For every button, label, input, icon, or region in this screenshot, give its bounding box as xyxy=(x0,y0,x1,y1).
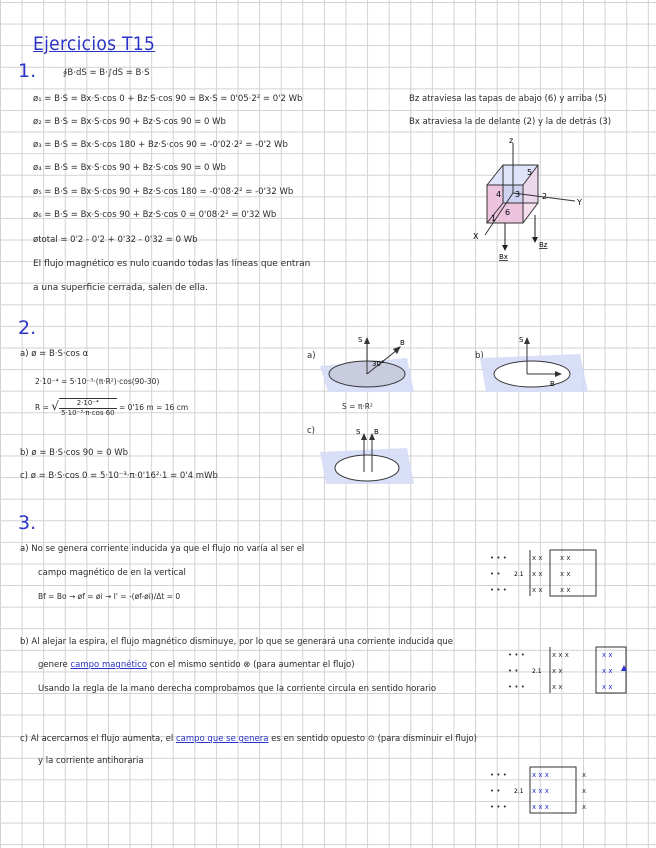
ex1-line-2: ø₂ = B·S = Bx·S·cos 90 + Bz·S·cos 90 = 0 Wb xyxy=(33,117,226,127)
ex1-total: øtotal = 0'2 - 0'2 + 0'32 - 0'32 = 0 Wb xyxy=(33,235,198,245)
ex2-fig-a-angle: 30° xyxy=(372,360,385,368)
svg-text:x x: x x xyxy=(602,667,613,675)
svg-text:x: x xyxy=(582,787,587,795)
ex3-b-line-2-blue: campo magnético xyxy=(70,660,148,670)
svg-text:x x x: x x x xyxy=(552,651,569,659)
ex3-diagram-a-label: 2.1 xyxy=(514,571,524,578)
ex2-fig-a-label: a) xyxy=(307,351,316,361)
svg-text:• • •: • • • xyxy=(508,683,525,691)
ex3-b-line-2 xyxy=(38,659,355,671)
cube-face-6: 6 xyxy=(505,208,511,217)
svg-text:• • •: • • • xyxy=(490,554,507,562)
ex2-surface-formula: S = π·R² xyxy=(342,402,373,411)
ex2-fig-b xyxy=(472,336,592,396)
ex2-fig-c-b: B xyxy=(374,428,379,436)
ex3-diagram-a xyxy=(490,548,610,598)
cube-axis-x: X xyxy=(473,232,479,241)
svg-text:• •: • • xyxy=(508,667,519,675)
cube-face-1: 1 xyxy=(491,214,497,223)
ex2-a-r-prefix: R = xyxy=(35,403,49,412)
svg-text:x x: x x xyxy=(560,554,571,562)
ex2-a-r: R = √ $\frac{\text{2·10⁻⁴}}{\text{5·10⁻³·π·cos 60}}$ = 0'16 m = 16 cm xyxy=(35,399,189,417)
ex3-c-line-2: y la corriente antihoraria xyxy=(38,756,144,766)
svg-text:• • •: • • • xyxy=(490,771,507,779)
svg-text:x x x: x x x xyxy=(532,787,549,795)
ex2-fig-c xyxy=(312,430,422,490)
ex3-diagram-c xyxy=(490,765,610,815)
ex1-line-5: ø₅ = B·S = Bx·S·cos 90 + Bz·S·cos 180 = -0'08·2² = -0'32 Wb xyxy=(33,187,294,197)
ex3-a-line-1: a) No se genera corriente inducida ya que el flujo no varía al ser el xyxy=(20,544,305,554)
ex3-b-line-3: Usando la regla de la mano derecha comprobamos que la corriente circula en sentido horario xyxy=(38,684,437,694)
ex3-diagram-c-label: 2.1 xyxy=(514,788,524,795)
ex1-line-6: ø₆ = B·S = Bx·S·cos 90 + Bz·S·cos 0 = 0'08·2² = 0'32 Wb xyxy=(33,210,277,220)
ex3-diagram-b xyxy=(508,645,628,695)
svg-text:x x: x x xyxy=(602,651,613,659)
ex3-c-line-1-post: es en sentido opuesto ⊙ (para disminuir el flujo) xyxy=(271,734,477,744)
svg-text:• • •: • • • xyxy=(508,651,525,659)
ex2-fig-c-label: c) xyxy=(307,426,315,436)
ex2-a-r-result: = 0'16 m = 16 cm xyxy=(119,403,189,412)
cube-face-5: 5 xyxy=(527,168,533,177)
ex2-fig-a xyxy=(312,336,422,396)
svg-text:• • •: • • • xyxy=(490,803,507,811)
svg-text:x x: x x xyxy=(602,683,613,691)
page-title: Ejercicios T15 xyxy=(33,33,156,55)
ex2-a-r-numerator: 2·10⁻⁴ xyxy=(59,399,117,409)
ex2-fig-b-label: b) xyxy=(475,351,484,361)
ex2-c-line: c) ø = B·S·cos 0 = 5·10⁻³·π·0'16²·1 = 0'4 mWb xyxy=(20,471,218,481)
ex1-line-3: ø₃ = B·S = Bx·S·cos 180 + Bz·S·cos 90 = -0'02·2² = -0'2 Wb xyxy=(33,140,288,150)
exercise-1-number: 1. xyxy=(18,60,37,82)
cube-face-4: 4 xyxy=(496,190,502,199)
ex3-c-line-1-blue: campo que se genera xyxy=(175,734,269,744)
svg-text:• •: • • xyxy=(490,787,501,795)
ex2-a-line-1: a) ø = B·S·cos α xyxy=(20,349,89,359)
ex2-fig-b-s: S xyxy=(519,336,524,344)
ex2-fig-b-b: B xyxy=(550,380,555,388)
cube-axis-y: Y xyxy=(577,198,582,207)
ex1-equation: ∮B·dS = B·∫dS = B·S xyxy=(63,68,150,78)
ex2-a-line-2: 2·10⁻⁴ = 5·10⁻³·(π·R²)·cos(90-30) xyxy=(35,377,160,386)
svg-text:x: x xyxy=(582,803,587,811)
ex1-line-4: ø₄ = B·S = Bx·S·cos 90 + Bz·S·cos 90 = 0 Wb xyxy=(33,163,226,173)
svg-text:x: x xyxy=(582,771,587,779)
ex1-note-2: Bx atraviesa la de delante (2) y la de detrás (3) xyxy=(409,117,612,127)
ex1-conclusion-2: a una superficie cerrada, salen de ella. xyxy=(33,283,209,293)
svg-text:x x: x x xyxy=(552,667,563,675)
svg-text:x x: x x xyxy=(552,683,563,691)
cube-bz-label: Bz xyxy=(539,241,548,249)
svg-text:x x x: x x x xyxy=(532,803,549,811)
ex3-b-line-2-pre: genere xyxy=(38,660,68,670)
svg-text:• • •: • • • xyxy=(490,586,507,594)
svg-text:x x: x x xyxy=(560,570,571,578)
ex1-line-1: ø₁ = B·S = Bx·S·cos 0 + Bz·S·cos 90 = Bx·S = 0'05·2² = 0'2 Wb xyxy=(33,94,303,104)
ex2-fig-c-s: S xyxy=(356,428,361,436)
ex2-fig-a-b: B xyxy=(400,339,405,347)
svg-text:x x: x x xyxy=(560,586,571,594)
cube-diagram xyxy=(465,135,625,265)
cube-face-2: 2 xyxy=(542,192,548,201)
ex3-diagram-b-label: 2.1 xyxy=(532,668,542,675)
cube-axis-z: z xyxy=(509,136,514,145)
svg-text:x x: x x xyxy=(532,586,543,594)
svg-text:x x x: x x x xyxy=(532,771,549,779)
ex1-conclusion-1: El flujo magnético es nulo cuando todas las líneas que entran xyxy=(33,259,311,269)
svg-text:• •: • • xyxy=(490,570,501,578)
ex3-c-line-1-pre: c) Al acercarnos el flujo aumenta, el xyxy=(20,734,174,744)
ex3-c-line-1 xyxy=(20,733,477,745)
exercise-2-number: 2. xyxy=(18,317,37,339)
ex3-a-line-3: Bf = Bo → øf = øi → I' = -(øf-øi)/Δt = 0 xyxy=(38,592,181,601)
ex2-fig-a-s: S xyxy=(358,336,363,344)
ex2-b-line: b) ø = B·S·cos 90 = 0 Wb xyxy=(20,448,129,458)
cube-face-3: 3 xyxy=(515,190,521,199)
exercise-3-number: 3. xyxy=(18,512,37,534)
svg-text:x x: x x xyxy=(532,554,543,562)
ex3-a-line-2: campo magnético de en la vertical xyxy=(38,568,186,578)
ex1-note-1: Bz atraviesa las tapas de abajo (6) y arriba (5) xyxy=(409,94,607,104)
ex3-b-line-2-post: con el mismo sentido ⊗ (para aumentar el flujo) xyxy=(149,660,355,670)
cube-bx-label: Bx xyxy=(499,253,508,261)
ex2-a-r-denominator: 5·10⁻³·π·cos 60 xyxy=(60,409,115,417)
ex3-b-line-1: b) Al alejar la espira, el flujo magnético disminuye, por lo que se generará una corriente inducida que xyxy=(20,637,453,647)
svg-text:x x: x x xyxy=(532,570,543,578)
